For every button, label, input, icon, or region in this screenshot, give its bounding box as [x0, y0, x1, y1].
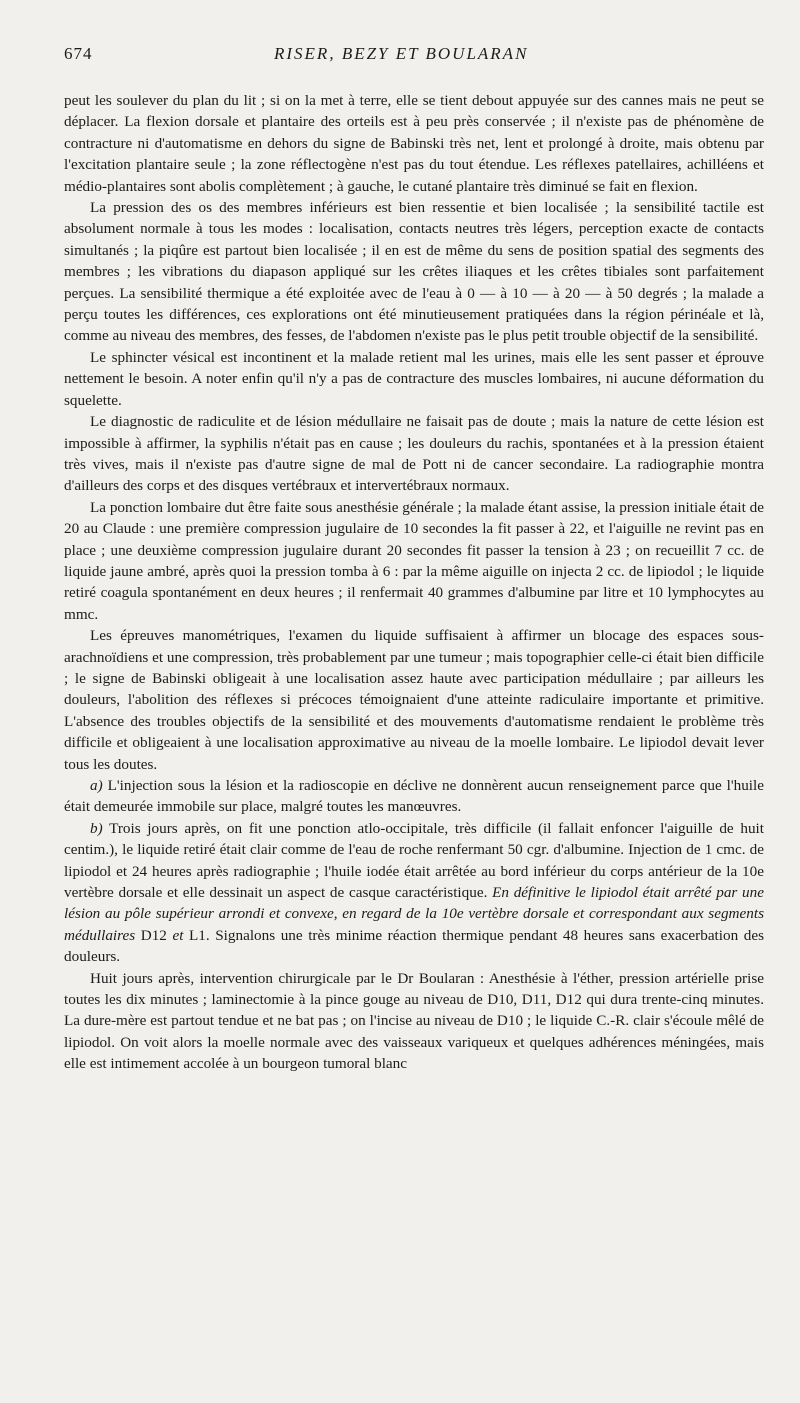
page-header: [64, 44, 764, 74]
text-segment: La pression des os des membres inférieurs est bien ressentie et bien localisée ; la sensibilité tactile est absolument normale à tous les modes : localisation, contacts neutres très légers, perception exacte de contacts simultanés ; la piqûre est partout bien localisée ; il en est de même du sens de position spatial des segments des membres ; les vibrations du diapason appliqué sur les crêtes iliaques et les crêtes tibiales sont parfaitement perçues. La sensibilité thermique a été exploitée avec de l'eau à 0 — à 10 — à 20 — à 50 degrés ; la malade a perçu toutes les différences, ces explorations ont été minutieusement pratiquées dans la région périnéale et là, comme au niveau des membres, des fesses, de l'abdomen n'existe pas le plus petit trouble objectif de la sensibilité.: [64, 199, 764, 345]
paragraph: [64, 775, 764, 818]
page-number: 674: [64, 44, 93, 63]
body-text: [64, 90, 764, 1075]
text-segment: L'injection sous la lésion et la radioscopie en déclive ne donnèrent aucun renseignement parce que l'huile était demeurée immobile sur place, malgré toutes les manœuvres.: [64, 777, 764, 816]
paragraph: [64, 90, 764, 197]
paragraph: [64, 818, 764, 968]
text-segment: peut les soulever du plan du lit ; si on la met à terre, elle se tient debout appuyée sur des cannes mais ne peut se déplacer. La flexion dorsale et plantaire des orteils est à peu près conservée ; il n'existe pas de phénomène de contracture ni d'automatisme en dehors du signe de Babinski très net, lent et prolongé à droite, mais obtenu par l'excitation plantaire seule ; la zone réflectogène n'est pas du tout étendue. Les réflexes patellaires, achilléens et médio-plantaires sont abolis complètement ; à gauche, le cutané plantaire très diminué se fait en flexion.: [64, 92, 764, 195]
italic-text: En définitive le lipiodol était arrêté par une lésion au pôle supérieur arrondi et convexe, en regard de la 10e vertèbre dorsale et correspondant aux segments médullaires: [64, 884, 764, 944]
text-segment: Huit jours après, intervention chirurgicale par le Dr Boularan : Anesthésie à l'éther, pression artérielle prise toutes les dix minutes ; laminectomie à la pince gouge au niveau de D10, D11, D12 qui dura trente-cinq minutes. La dure-mère est partout tendue et ne bat pas ; on l'incise au niveau de D10 ; le liquide C.-R. clair s'écoule mêlé de lipiodol. On voit alors la moelle normale avec des vaisseaux variqueux et quelques adhérences méningées, mais elle est intimement accolée à un bourgeon tumoral blanc: [64, 969, 764, 1073]
text-segment: Trois jours après, on fit une ponction atlo-occipitale, très difficile (il fallait enfoncer l'aiguille de huit centim.), le liquide retiré était clair comme de l'eau de roche renfermant 50 cgr. d'albumine. Injection de 1 cmc. de lipiodol et 24 heures après radiographie ; l'huile iodée était arrêtée au bord inférieur du corps antérieur de la 10e vertèbre dorsale et elle dessinait un aspect de casque caractéristique.: [64, 819, 764, 902]
italic-text: et: [172, 926, 184, 944]
paragraph: [64, 197, 764, 347]
paragraph: [64, 411, 764, 497]
paragraph: [64, 968, 764, 1075]
text-segment: Le diagnostic de radiculite et de lésion médullaire ne faisait pas de doute ; mais la nature de cette lésion est impossible à affirmer, la syphilis n'était pas en cause ; les douleurs du rachis, spontanées et à la pression étaient très vives, mais il n'existe pas d'autre signe de mal de Pott ni de cancer secondaire. La radiographie montra d'ailleurs des corps et des disques vertébraux et intervertébraux normaux.: [64, 413, 764, 495]
text-segment: Le sphincter vésical est incontinent et la malade retient mal les urines, mais elle les sent passer et éprouve nettement le besoin. A noter enfin qu'il n'y a pas de contracture des muscles lombaires, ni aucune déformation du squelette.: [64, 348, 764, 409]
text-segment: D12: [135, 926, 173, 944]
running-head: RISER, BEZY ET BOULARAN: [274, 44, 529, 63]
italic-text: a): [90, 777, 103, 794]
text-segment: Les épreuves manométriques, l'examen du liquide suffisaient à affirmer un blocage des espaces sous-arachnoïdiens et une compression, très probablement par une tumeur ; mais topographier celle-ci était bien difficile ; le signe de Babinski obligeait à une localisation assez haute avec participation médullaire ; par ailleurs les douleurs, l'abolition des réflexes si précoces témoignaient d'une atteinte radiculaire importante et primitive. L'absence des troubles objectifs de la sensibilité et des mouvements d'automatisme rendaient le problème très difficile et obligeaient à une localisation approximative au niveau de la moelle lombaire. Le lipiodol devait lever tous les doutes.: [64, 627, 764, 773]
paragraph: [64, 625, 764, 775]
text-segment: L1. Signalons une très minime réaction thermique pendant 48 heures sans exacerbation des douleurs.: [64, 926, 764, 966]
text-segment: La ponction lombaire dut être faite sous anesthésie générale ; la malade étant assise, la pression initiale était de 20 au Claude : une première compression jugulaire de 10 secondes la fit passer à 22, et l'aiguille ne revint pas en place ; une deuxième compression jugulaire durant 20 secondes fit passer la tension à 23 ; on recueillit 7 cc. de liquide jaune ambré, après quoi la pression tomba à 6 : par la même aiguille on injecta 2 cc. de lipiodol ; le liquide retiré coagula spontanément en deux heures ; il renfermait 40 grammes d'albumine par litre et 10 lymphocytes au mmc.: [64, 498, 764, 623]
paragraph: [64, 497, 764, 625]
italic-text: b): [90, 819, 103, 837]
paragraph: [64, 347, 764, 411]
